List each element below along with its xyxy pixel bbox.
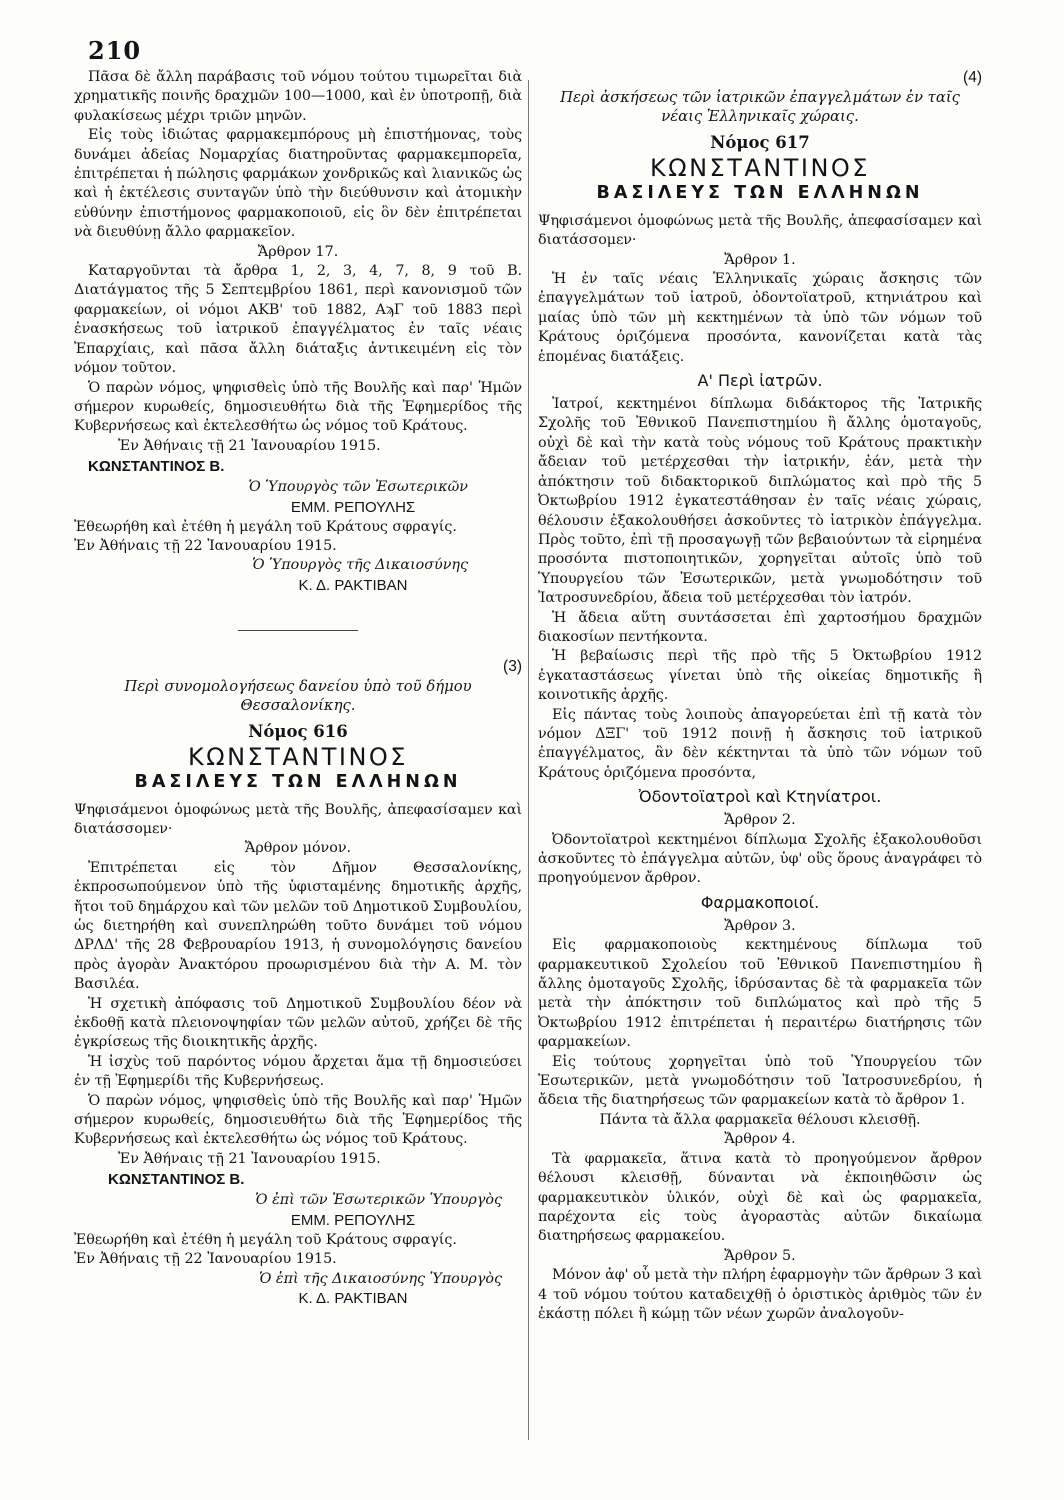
minister-title: Ὁ ἐπὶ τῶν Ἐσωτερικῶν Ὑπουργὸς xyxy=(255,1192,502,1209)
date-line: Ἐν Ἀθήναις τῇ 21 Ἰανουαρίου 1915. xyxy=(118,1150,381,1167)
paragraph-penalty: Πᾶσα δὲ ἄλλη παράβασις τοῦ νόμου τούτου τιμωρεῖται διὰ χρηματικῆς ποινῆς δραχμῶν 100—1000, καὶ ἐν ὑποτροπῇ, διὰ φυλακίσεως μέχρι τριῶν μηνῶν. xyxy=(74,69,522,124)
king-title: ΒΑΣΙΛΕΥΣ ΤΩΝ ΕΛΛΗΝΩΝ xyxy=(134,771,462,792)
section-divider xyxy=(238,630,358,631)
king-signature: ΚΩΝΣΤΑΝΤΙΝΟΣ Β. xyxy=(108,1171,245,1189)
article-17-heading: Ἄρθρον 17. xyxy=(257,243,339,260)
decree-number: (4) xyxy=(963,69,982,86)
paragraph-article-1: Ἡ ἐν ταῖς νέαις Ἑλληνικαῖς χώραις ἄσκησις τῶν ἐπαγγελμάτων τοῦ ἰατροῦ, ὀδοντοϊατροῦ, κτηνιάτρου καὶ μαίας ὑπὸ τῶν μὴ κεκτημένων τὰ ὑπὸ τῶν νόμων τοῦ Κράτους ὁριζόμενα προσόντα, κανονίζεται κατὰ τὰς ἑπομένας διατάξεις. xyxy=(538,271,982,365)
paragraph-article-3-closure: Πάντα τὰ ἄλλα φαρμακεῖα θέλουσι κλεισθῇ. xyxy=(599,1111,921,1128)
article-1-heading: Ἄρθρον 1. xyxy=(724,251,796,268)
paragraph-article-3: Εἰς φαρμακοποιοὺς κεκτημένους δίπλωμα τοῦ φαρμακευτικοῦ Σχολείου τοῦ Ἐθνικοῦ Πανεπιστημίου ἢ ἄλλης ὁμοταγοῦς Σχολῆς, ἱδρύσαντας δὲ τὰ φαρμακεῖα τῶν μετὰ τὴν ἀπόκτησιν τοῦ διπλώματος καὶ πρὸ τῆς 5 Ὀκτωβρίου 1912 ἐπιτρέπεται ἡ περαιτέρω διατήρησις τῶν φαρμακείων. xyxy=(538,937,982,1051)
paragraph-doctors-diploma: Ἰατροί, κεκτημένοι δίπλωμα διδάκτορος τῆς Ἰατρικῆς Σχολῆς τοῦ Ἐθνικοῦ Πανεπιστημίου ἢ ἄλλης ὁμοταγοῦς, οὐχὶ δὲ καὶ τὴν κατὰ τοὺς νόμους τοῦ Κράτους πρακτικὴν ἄδειαν τοῦ μετέρχεσθαι τὴν ἰατρικήν, ἐάν, μετὰ τὴν ἀπόκτησιν τοῦ διδακτορικοῦ διπλώματος καὶ πρὸ τῆς 5 Ὀκτωβρίου 1912 ἐγκατεστάθησαν ἐν ταῖς νέαις χώραις, θέλουσιν ἐξακολουθήσει ἀσκοῦντες τὸ ἰατρικὸν ἐπάγγελμα. Πρὸς τοῦτο, ἐπὶ τῇ προσαγωγῇ τῶν βεβαιούντων τὰ εἰρημένα προσόντα πιστοποιητικῶν, χορηγεῖται αὐτοῖς ὑπὸ τοῦ Ὑπουργείου τῶν Ἐσωτερικῶν, μετὰ γνωμοδότησιν τοῦ Ἰατροσυνεδρίου, ἄδεια τοῦ μετέρχεσθαι τὸν ἰατρόν. xyxy=(538,396,982,607)
minister-name: Κ. Δ. ΡΑΚΤΙΒΑΝ xyxy=(298,576,408,594)
minister-name: ΕΜΜ. ΡΕΠΟΥΛΗΣ xyxy=(290,1211,416,1229)
paragraph-prohibition: Εἰς πάντας τοὺς λοιποὺς ἀπαγορεύεται ἐπὶ τῇ κατὰ τὸν νόμον ΔΞΓ' τοῦ 1912 ποινῇ ἡ ἄσκησις τοῦ ἰατρικοῦ ἐπαγγέλματος, ἂν δὲν κέκτηνται τὰ ὑπὸ τῶν νόμων τοῦ Κράτους ὁριζόμενα προσόντα, xyxy=(538,706,982,781)
article-5-heading: Ἄρθρον 5. xyxy=(724,1247,796,1264)
article-3-heading: Ἄρθρον 3. xyxy=(724,917,796,934)
date-line: Ἐν Ἀθήναις τῇ 22 Ἰανουαρίου 1915. xyxy=(74,1251,337,1268)
minister-title: Ὁ ἐπὶ τῆς Δικαιοσύνης Ὑπουργὸς xyxy=(259,1270,502,1287)
paragraph-loan-permission: Ἐπιτρέπεται εἰς τὸν Δῆμον Θεσσαλονίκης, ἐκπροσωπούμενον ὑπὸ τῆς ὑφισταμένης δημοτικῆς ἀρχῆς, ἤτοι τοῦ δημάρχου καὶ τῶν μελῶν τοῦ Δημοτικοῦ Συμβουλίου, ὡς διετηρήθη καὶ συνεπληρώθη τοῦτο δυνάμει τοῦ νόμου ΔΡΛΔ' τῆς 28 Φεβρουαρίου 1913, ἡ συνομολόγησις δανείου πρὸς ἀγορὰν Ἀνακτόρου προωρισμένου διὰ τὴν Α. Μ. τὸν Βασιλέα. xyxy=(74,859,522,993)
enactment-clause: Ψηφισάμενοι ὁμοφώνως μετὰ τῆς Βουλῆς, ἀπεφασίσαμεν καὶ διατάσσομεν· xyxy=(538,212,982,249)
law-number: Νόμος 617 xyxy=(710,132,810,152)
paragraph-promulgation: Ὁ παρὼν νόμος, ψηφισθεὶς ὑπὸ τῆς Βουλῆς καὶ παρ' Ἡμῶν σήμερον κυρωθείς, δημοσιευθήτω διὰ τῆς Ἐφημερίδος τῆς Κυβερνήσεως καὶ ἐκτελεσθήτω ὡς νόμος τοῦ Κράτους. xyxy=(74,379,522,435)
paragraph-article-5: Μόνον ἀφ' οὗ μετὰ τὴν πλήρη ἐφαρμογὴν τῶν ἄρθρων 3 καὶ 4 τοῦ νόμου τούτου καταδειχθῇ ὁ ὁριστικὸς ἀριθμὸς τῶν ἐν ἑκάστῃ πόλει ἢ κώμῃ τῶν νέων χωρῶν ἀναλογοῦν- xyxy=(538,1267,983,1322)
article-only-heading: Ἄρθρον μόνον. xyxy=(244,840,352,857)
paragraph-article-4: Τὰ φαρμακεῖα, ἅτινα κατὰ τὸ προηγούμενον ἄρθρον θέλουσι κλεισθῇ, δύνανται νὰ ἐκποιηθῶσιν ὡς φαρμακευτικὸν ὑλικόν, οὐχὶ δὲ καὶ ὡς φαρμακεῖα, παρέχοντα εἰς τοὺς ἀγοραστὰς αὐτῶν δικαίωμα διατηρήσεως φαρμακείου. xyxy=(538,1150,982,1245)
enactment-clause: Ψηφισάμενοι ὁμοφώνως μετὰ τῆς Βουλῆς, ἀπεφασίσαμεν καὶ διατάσσομεν· xyxy=(74,801,522,837)
date-line: Ἐν Ἀθήναις τῇ 22 Ἰανουαρίου 1915. xyxy=(74,537,337,554)
minister-title: Ὁ Ὑπουργὸς τῶν Ἐσωτερικῶν xyxy=(248,479,468,496)
section-heading-doctors: Α' Περὶ ἰατρῶν. xyxy=(697,371,823,391)
decree-title: Περὶ συνομολογήσεως δανείου ὑπὸ τοῦ δήμου Θεσσαλονίκης. xyxy=(124,677,472,715)
king-name: ΚΩΝΣΤΑΝΤΙΝΟΣ xyxy=(188,742,408,771)
paragraph-license-stamp: Ἡ ἄδεια αὕτη συντάσσεται ἐπὶ χαρτοσήμου δραχμῶν διακοσίων πεντήκοντα. xyxy=(538,609,982,645)
column-divider xyxy=(528,80,529,1440)
king-signature: ΚΩΝΣΤΑΝΤΙΝΟΣ Β. xyxy=(88,458,225,476)
right-column xyxy=(538,68,982,1324)
minister-title: Ὁ Ὑπουργὸς τῆς Δικαιοσύνης xyxy=(252,557,468,574)
date-line: Ἐν Ἀθήναις τῇ 21 Ἰανουαρίου 1915. xyxy=(118,437,381,454)
paragraph-validity: Ἡ ἰσχὺς τοῦ παρόντος νόμου ἄρχεται ἅμα τῇ δημοσιεύσει ἐν τῇ Ἐφημερίδι τῆς Κυβερνήσεως. xyxy=(74,1053,522,1090)
paragraph-article-2: Ὀδοντοϊατροὶ κεκτημένοι δίπλωμα Σχολῆς ἐξακολουθοῦσι ἀσκοῦντες τὸ ἐπάγγελμα αὐτῶν, ὑφ' οὓς ὅρους ἀναγράφει τὸ προηγούμενον ἄρθρον. xyxy=(538,831,982,887)
minister-name: ΕΜΜ. ΡΕΠΟΥΛΗΣ xyxy=(290,498,416,516)
paragraph-promulgation: Ὁ παρὼν νόμος, ψηφισθεὶς ὑπὸ τῆς Βουλῆς καὶ παρ' Ἡμῶν σήμερον κυρωθείς, δημοσιευθήτω διὰ τῆς Ἐφημερίδος τῆς Κυβερνήσεως καὶ ἐκτελεσθήτω ὡς νόμος τοῦ Κράτους. xyxy=(74,1092,522,1148)
decree-number: (3) xyxy=(503,657,522,675)
king-name: ΚΩΝΣΤΑΝΤΙΝΟΣ xyxy=(650,153,870,182)
section-heading-dentists: Ὀδοντοϊατροὶ καὶ Κτηνίατροι. xyxy=(638,787,882,807)
paragraph-settlement-proof: Ἡ βεβαίωσις περὶ τῆς πρὸ τῆς 5 Ὀκτωβρίου 1912 ἐγκαταστάσεως γίνεται ὑπὸ τῆς οἰκείας δημοτικῆς ἢ κοινοτικῆς ἀρχῆς. xyxy=(538,648,982,704)
article-4-heading: Ἄρθρον 4. xyxy=(724,1131,796,1148)
paragraph-council-decision: Ἡ σχετικὴ ἀπόφασις τοῦ Δημοτικοῦ Συμβουλίου δέον νὰ ἐκδοθῇ κατὰ πλειονοψηφίαν τῶν μελῶν αὐτοῦ, χρήζει δὲ τῆς ἐγκρίσεως τῆς διοικητικῆς ἀρχῆς. xyxy=(74,995,522,1051)
paragraph-private-pharmacists: Εἰς τοὺς ἰδιώτας φαρμακεμπόρους μὴ ἐπιστήμονας, τοὺς δυνάμει ἀδείας Νομαρχίας διατηροῦντας φαρμακεμπορεῖα, ἐπιτρέπεται ἡ πώλησις φαρμάκων χονδρικῶς καὶ λιανικῶς ὡς καὶ ἡ ἐκτέλεσις συνταγῶν ὑπὸ τὴν διεύθυνσιν καὶ ἀτομικὴν εὐθύνην ἐπιστήμονος φαρμακοποιοῦ, εἰς ὃν δὲν ἐπιτρέπεται νὰ διευθύνῃ ἄλλο φαρμακεῖον. xyxy=(74,127,522,241)
decree-title: Περὶ ἀσκήσεως τῶν ἰατρικῶν ἐπαγγελμάτων ἐν ταῖς νέαις Ἑλληνικαῖς χώραις. xyxy=(560,89,960,126)
minister-name: Κ. Δ. ΡΑΚΤΙΒΑΝ xyxy=(298,1289,408,1307)
section-heading-pharmacists: Φαρμακοποιοί. xyxy=(700,892,820,912)
left-column xyxy=(74,68,522,1309)
paragraph-article-3-license: Εἰς τούτους χορηγεῖται ὑπὸ τοῦ Ὑπουργείου τῶν Ἐσωτερικῶν, μετὰ γνωμοδότησιν τοῦ Ἰατροσυνεδρίου, ἡ ἄδεια τῆς διατηρήσεως τῶν φαρμακείων κατὰ τὸ ἄρθρον 1. xyxy=(538,1053,982,1109)
article-2-heading: Ἄρθρον 2. xyxy=(724,812,796,829)
law-number: Νόμος 616 xyxy=(248,721,348,741)
page-number: 210 xyxy=(88,36,142,65)
seal-line: Ἐθεωρήθη καὶ ἐτέθη ἡ μεγάλη τοῦ Κράτους σφραγίς. xyxy=(74,1231,457,1248)
paragraph-repeal: Καταργοῦνται τὰ ἄρθρα 1, 2, 3, 4, 7, 8, 9 τοῦ Β. Διατάγματος τῆς 5 Σεπτεμβρίου 1861, περὶ κανονισμοῦ τῶν φαρμακείων, οἱ νόμοι ΑΚΒ' τοῦ 1882, ΑϡΓ τοῦ 1883 περὶ ἐνασκήσεως τοῦ ἰατρικοῦ ἐπαγγέλματος ἐν ταῖς νέαις Ἐπαρχίαις, καὶ πᾶσα ἄλλη διάταξις ἀντικειμένη εἰς τὸν νόμον τοῦτον. xyxy=(74,263,522,377)
seal-line: Ἐθεωρήθη καὶ ἐτέθη ἡ μεγάλη τοῦ Κράτους σφραγίς. xyxy=(74,518,457,535)
king-title: ΒΑΣΙΛΕΥΣ ΤΩΝ ΕΛΛΗΝΩΝ xyxy=(596,182,924,203)
